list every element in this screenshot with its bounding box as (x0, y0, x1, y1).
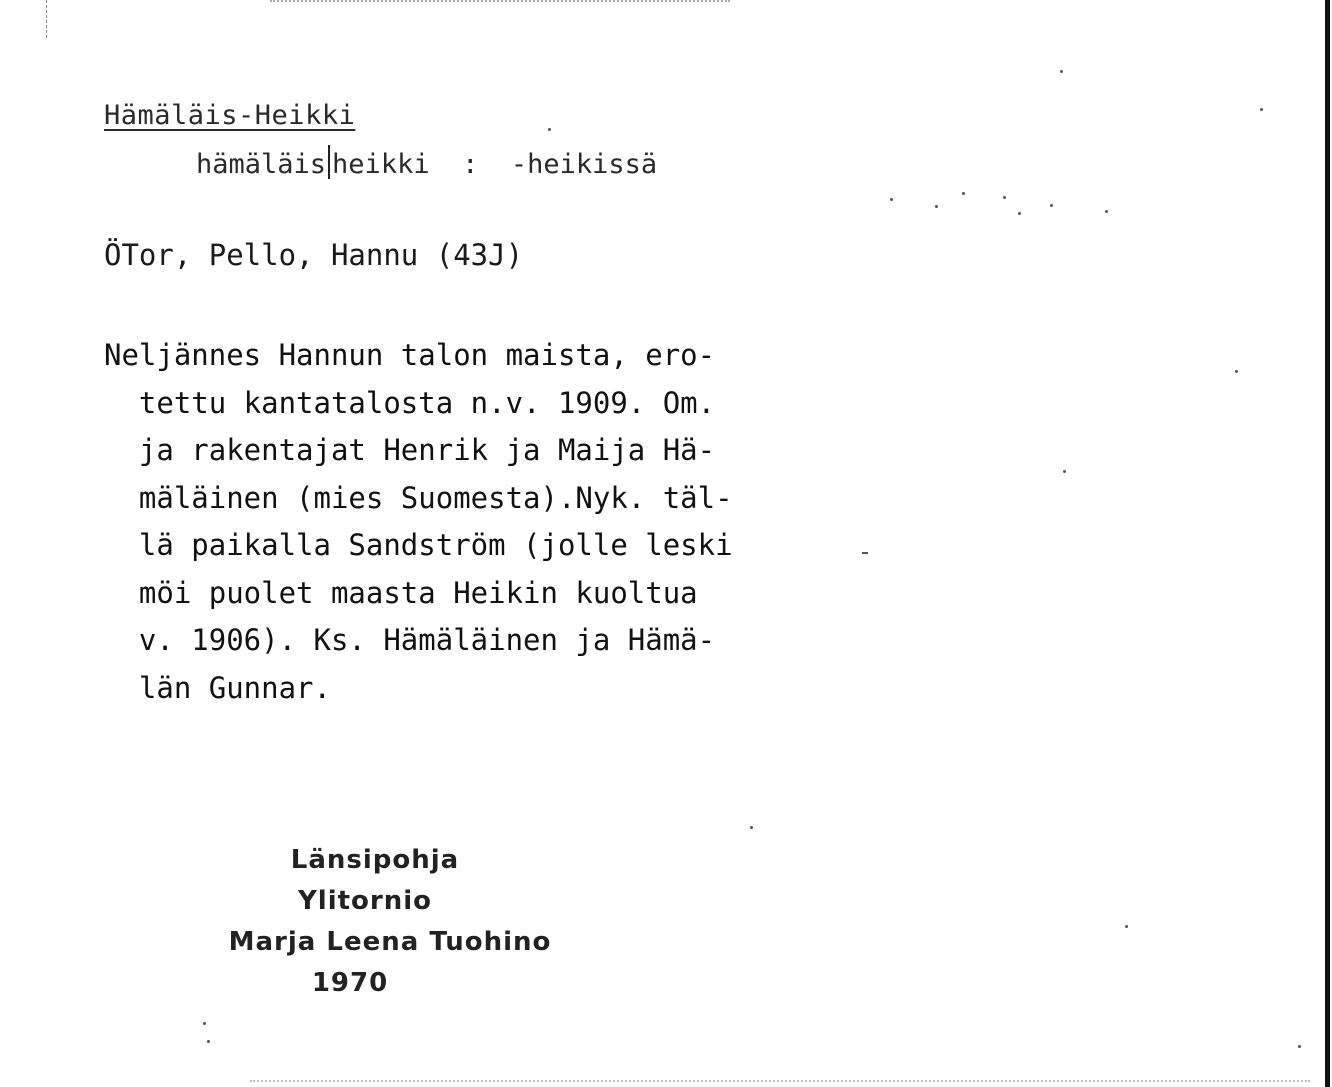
body-line: tettu kantatalosta n.v. 1909. Om. (104, 385, 716, 420)
speck (890, 198, 893, 201)
body-line: Neljännes Hannun talon maista, ero- (104, 338, 716, 372)
word-forms (196, 145, 657, 180)
entry-body (104, 332, 733, 712)
body-line: v. 1906). Ks. Hämäläinen ja Hämä- (104, 623, 716, 657)
body-line: mäläinen (mies Suomesta).Nyk. täl- (104, 480, 733, 515)
stamp-region: Länsipohja (290, 845, 460, 875)
speck (1063, 470, 1066, 473)
scan-artifact-left (46, 0, 48, 38)
speck (1060, 70, 1063, 73)
card-right-edge (1325, 0, 1330, 1087)
source-reference: ÖTor, Pello, Hannu (43J) (104, 238, 524, 272)
speck (750, 826, 753, 829)
form-left: hämäläis (196, 149, 327, 180)
speck (1018, 212, 1021, 215)
speck (962, 192, 965, 195)
speck (203, 1022, 206, 1025)
scan-artifact-bottom (250, 1080, 1310, 1085)
speck (935, 205, 938, 208)
entry-title: Hämäläis-Heikki (104, 100, 356, 131)
stamp-year: 1970 (311, 968, 389, 998)
body-line: lä paikalla Sandström (jolle leski (104, 528, 733, 562)
speck (862, 552, 868, 554)
speck (548, 128, 551, 131)
speck (1050, 204, 1053, 207)
body-line: län Gunnar. (104, 670, 331, 705)
speck (1003, 196, 1006, 199)
stamp-collector: Marja Leena Tuohino (228, 927, 552, 957)
body-line: möi puolet maasta Heikin kuoltua (104, 575, 698, 610)
collector-stamp (220, 840, 560, 1004)
body-line: ja rakentajat Henrik ja Maija Hä- (104, 433, 716, 467)
stamp-parish: Ylitornio (297, 886, 433, 916)
scan-artifact-top (270, 0, 730, 5)
speck (1260, 108, 1263, 111)
form-separator (328, 145, 330, 179)
speck (207, 1040, 210, 1043)
form-right: heikki : -heikissä (332, 149, 658, 180)
speck (1125, 925, 1128, 928)
speck (1298, 1045, 1301, 1048)
speck (1105, 210, 1108, 213)
speck (1235, 370, 1238, 373)
